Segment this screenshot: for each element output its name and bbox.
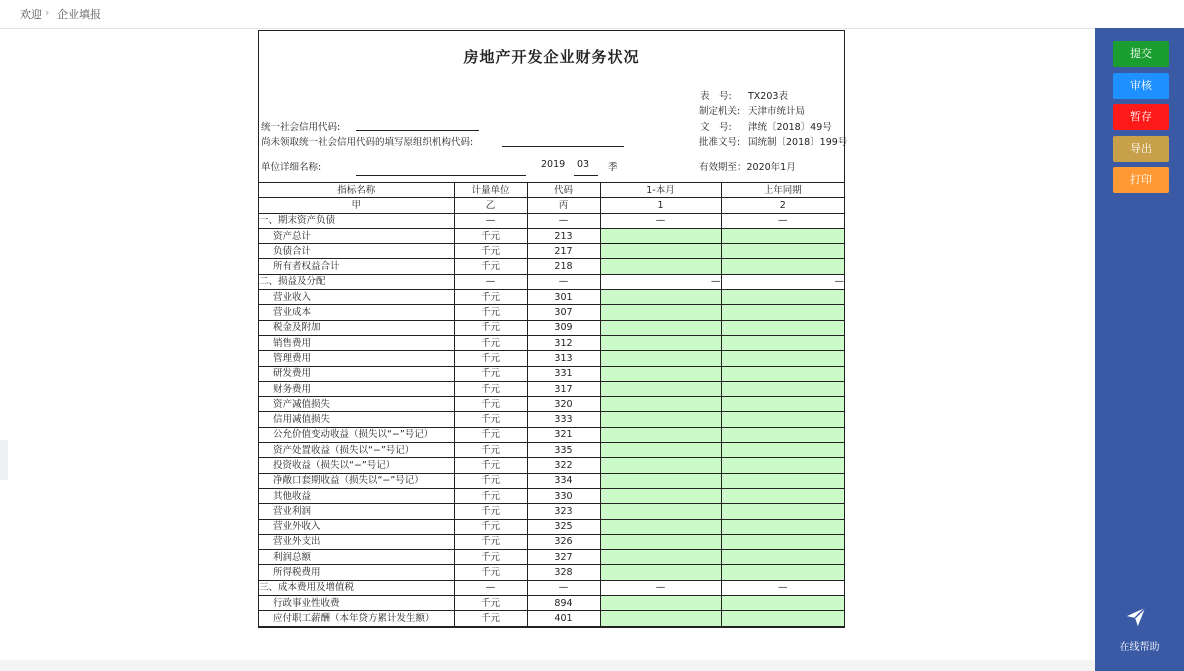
current-period-input[interactable] (600, 596, 721, 611)
current-period-input[interactable] (600, 320, 721, 335)
row-unit: 千元 (454, 443, 527, 458)
row-unit: — (454, 213, 527, 228)
row-current-value: — (600, 213, 721, 228)
row-code: 326 (527, 534, 600, 549)
save-draft-button[interactable]: 暂存 (1113, 104, 1169, 130)
doc-no-value: 津统〔2018〕49号 (748, 122, 832, 133)
row-indicator-name: 信用减值损失 (259, 412, 454, 427)
row-code: 309 (527, 320, 600, 335)
prior-period-input[interactable] (721, 320, 844, 335)
row-indicator-name: 其他收益 (259, 488, 454, 503)
row-indicator-name: 税金及附加 (259, 320, 454, 335)
table-row (259, 580, 844, 595)
breadcrumb-current: 企业填报 (57, 8, 101, 21)
row-code: 317 (527, 381, 600, 396)
left-collapse-tab[interactable] (0, 440, 8, 480)
prior-period-input[interactable] (721, 473, 844, 488)
table-row (259, 443, 844, 458)
row-unit: 千元 (454, 534, 527, 549)
prior-period-input[interactable] (721, 443, 844, 458)
table-row (259, 335, 844, 350)
row-code: 312 (527, 335, 600, 350)
row-unit: 千元 (454, 427, 527, 442)
table-row (259, 565, 844, 580)
table-subheader-row (259, 198, 844, 213)
doc-no-label: 文 号: (700, 122, 732, 133)
bottom-bar (0, 660, 1095, 671)
current-period-input[interactable] (600, 290, 721, 305)
row-unit: 千元 (454, 611, 527, 626)
prior-period-input[interactable] (721, 565, 844, 580)
quarter-field[interactable] (574, 175, 598, 176)
prior-period-input[interactable] (721, 290, 844, 305)
current-period-input[interactable] (600, 228, 721, 243)
row-code: 333 (527, 412, 600, 427)
current-period-input[interactable] (600, 534, 721, 549)
table-row (259, 412, 844, 427)
prior-period-input[interactable] (721, 519, 844, 534)
table-row (259, 213, 844, 228)
row-unit: 千元 (454, 305, 527, 320)
subheader-col-b: 乙 (454, 198, 527, 213)
row-code: 217 (527, 244, 600, 259)
year-value: 2019 (541, 159, 566, 170)
row-code: 313 (527, 351, 600, 366)
header-current-period: 1-本月 (600, 183, 721, 198)
row-indicator-name: 资产总计 (259, 228, 454, 243)
row-indicator-name: 应付职工薪酬（本年贷方累计发生额） (259, 611, 454, 626)
table-row (259, 366, 844, 381)
prior-period-input[interactable] (721, 458, 844, 473)
breadcrumb (0, 0, 1095, 29)
row-indicator-name: 一、期末资产负债 (259, 213, 454, 228)
table-row (259, 228, 844, 243)
authority-label: 制定机关: (699, 106, 741, 117)
row-unit: 千元 (454, 259, 527, 274)
prior-period-input[interactable] (721, 305, 844, 320)
table-row (259, 458, 844, 473)
prior-period-input[interactable] (721, 335, 844, 350)
row-indicator-name: 净敞口套期收益（损失以“−”号记） (259, 473, 454, 488)
table-row (259, 534, 844, 549)
current-period-input[interactable] (600, 381, 721, 396)
current-period-input[interactable] (600, 611, 721, 626)
table-header-row (259, 183, 844, 198)
prior-period-input[interactable] (721, 412, 844, 427)
header-indicator-name: 指标名称 (259, 183, 454, 198)
table-row (259, 596, 844, 611)
breadcrumb-separator: › (45, 6, 50, 19)
org-code-label: 尚未领取统一社会信用代码的填写原组织机构代码: (261, 137, 474, 148)
prior-period-input[interactable] (721, 550, 844, 565)
row-indicator-name: 公允价值变动收益（损失以“−”号记） (259, 427, 454, 442)
row-unit: 千元 (454, 320, 527, 335)
row-code: 323 (527, 504, 600, 519)
subheader-col-c: 丙 (527, 198, 600, 213)
header-prior-period: 上年同期 (721, 183, 844, 198)
row-code: 213 (527, 228, 600, 243)
table-row (259, 397, 844, 412)
current-period-input[interactable] (600, 504, 721, 519)
row-code: 307 (527, 305, 600, 320)
approval-label: 批准文号: (699, 137, 741, 148)
current-period-input[interactable] (600, 458, 721, 473)
row-code: 301 (527, 290, 600, 305)
prior-period-input[interactable] (721, 228, 844, 243)
row-unit: 千元 (454, 565, 527, 580)
row-unit: 千元 (454, 412, 527, 427)
table-row (259, 381, 844, 396)
current-period-input[interactable] (600, 488, 721, 503)
row-indicator-name: 营业外支出 (259, 534, 454, 549)
online-help-link[interactable]: 在线帮助 (1119, 642, 1160, 653)
row-prior-value: — (721, 213, 844, 228)
subheader-col-1: 1 (600, 198, 721, 213)
submit-button[interactable]: 提交 (1113, 41, 1169, 67)
row-code: 322 (527, 458, 600, 473)
current-period-input[interactable] (600, 244, 721, 259)
row-indicator-name: 营业成本 (259, 305, 454, 320)
table-row (259, 488, 844, 503)
row-unit: 千元 (454, 458, 527, 473)
header-unit: 计量单位 (454, 183, 527, 198)
table-row (259, 611, 844, 626)
unit-name-label: 单位详细名称: (261, 162, 322, 173)
row-prior-value: — (721, 274, 844, 289)
row-indicator-name: 营业利润 (259, 504, 454, 519)
prior-period-input[interactable] (721, 611, 844, 626)
row-code: 334 (527, 473, 600, 488)
row-unit: — (454, 274, 527, 289)
current-period-input[interactable] (600, 351, 721, 366)
row-prior-value: — (721, 580, 844, 595)
row-unit: 千元 (454, 244, 527, 259)
quarter-suffix: 季 (608, 162, 618, 173)
current-period-input[interactable] (600, 427, 721, 442)
prior-period-input[interactable] (721, 504, 844, 519)
row-indicator-name: 投资收益（损失以“−”号记） (259, 458, 454, 473)
row-code: 894 (527, 596, 600, 611)
row-unit: 千元 (454, 519, 527, 534)
report-form (258, 30, 848, 628)
row-code: 320 (527, 397, 600, 412)
table-row (259, 244, 844, 259)
table-row (259, 519, 844, 534)
prior-period-input[interactable] (721, 244, 844, 259)
row-indicator-name: 负债合计 (259, 244, 454, 259)
prior-period-input[interactable] (721, 596, 844, 611)
prior-period-input[interactable] (721, 259, 844, 274)
prior-period-input[interactable] (721, 351, 844, 366)
row-code: 330 (527, 488, 600, 503)
row-code: 327 (527, 550, 600, 565)
row-unit: 千元 (454, 290, 527, 305)
row-unit: 千元 (454, 381, 527, 396)
current-period-input[interactable] (600, 259, 721, 274)
prior-period-input[interactable] (721, 397, 844, 412)
row-current-value: — (600, 580, 721, 595)
row-code: 331 (527, 366, 600, 381)
row-indicator-name: 三、成本费用及增值税 (259, 580, 454, 595)
action-sidebar (1095, 28, 1184, 671)
table-no-label: 表 号: (700, 91, 732, 102)
row-indicator-name: 资产处置收益（损失以“−”号记） (259, 443, 454, 458)
row-indicator-name: 二、损益及分配 (259, 274, 454, 289)
current-period-input[interactable] (600, 335, 721, 350)
current-period-input[interactable] (600, 565, 721, 580)
paper-plane-icon[interactable] (1125, 606, 1147, 628)
row-indicator-name: 研发费用 (259, 366, 454, 381)
print-button[interactable]: 打印 (1113, 167, 1169, 193)
current-period-input[interactable] (600, 519, 721, 534)
current-period-input[interactable] (600, 397, 721, 412)
table-row (259, 427, 844, 442)
row-indicator-name: 财务费用 (259, 381, 454, 396)
prior-period-input[interactable] (721, 534, 844, 549)
current-period-input[interactable] (600, 412, 721, 427)
row-current-value: — (600, 274, 721, 289)
credit-code-field[interactable] (356, 130, 479, 131)
current-period-input[interactable] (600, 305, 721, 320)
table-row (259, 290, 844, 305)
current-period-input[interactable] (600, 443, 721, 458)
row-code: — (527, 580, 600, 595)
header-code: 代码 (527, 183, 600, 198)
row-code: — (527, 274, 600, 289)
table-row (259, 320, 844, 335)
table-row (259, 504, 844, 519)
org-code-field[interactable] (502, 146, 624, 147)
row-indicator-name: 行政事业性收费 (259, 596, 454, 611)
subheader-col-a: 甲 (259, 198, 454, 213)
table-row (259, 473, 844, 488)
row-indicator-name: 所有者权益合计 (259, 259, 454, 274)
prior-period-input[interactable] (721, 488, 844, 503)
approval-value: 国统制〔2018〕199号 (748, 137, 848, 148)
table-row (259, 259, 844, 274)
table-row (259, 305, 844, 320)
breadcrumb-home[interactable]: 欢迎 (20, 8, 42, 21)
subheader-col-2: 2 (721, 198, 844, 213)
row-unit: 千元 (454, 397, 527, 412)
table-no-value: TX203表 (748, 91, 788, 102)
quarter-value: 03 (577, 159, 590, 170)
data-table (259, 182, 844, 627)
row-code: 325 (527, 519, 600, 534)
row-indicator-name: 销售费用 (259, 335, 454, 350)
row-unit: 千元 (454, 596, 527, 611)
unit-name-field[interactable] (356, 175, 526, 176)
current-period-input[interactable] (600, 550, 721, 565)
row-unit: — (454, 580, 527, 595)
row-unit: 千元 (454, 335, 527, 350)
row-unit: 千元 (454, 473, 527, 488)
prior-period-input[interactable] (721, 427, 844, 442)
row-indicator-name: 营业收入 (259, 290, 454, 305)
row-code: 401 (527, 611, 600, 626)
row-code: 321 (527, 427, 600, 442)
table-row (259, 274, 844, 289)
review-button[interactable]: 审核 (1113, 73, 1169, 99)
table-row (259, 550, 844, 565)
row-unit: 千元 (454, 366, 527, 381)
current-period-input[interactable] (600, 473, 721, 488)
prior-period-input[interactable] (721, 366, 844, 381)
credit-code-label: 统一社会信用代码: (261, 122, 341, 133)
row-unit: 千元 (454, 550, 527, 565)
prior-period-input[interactable] (721, 381, 844, 396)
row-code: 218 (527, 259, 600, 274)
row-indicator-name: 利润总额 (259, 550, 454, 565)
valid-until: 有效期至：2020年1月 (699, 162, 796, 173)
row-indicator-name: 管理费用 (259, 351, 454, 366)
current-period-input[interactable] (600, 366, 721, 381)
table-row (259, 351, 844, 366)
row-code: 328 (527, 565, 600, 580)
row-unit: 千元 (454, 488, 527, 503)
row-code: 335 (527, 443, 600, 458)
form-title: 房地产开发企业财务状况 (463, 48, 640, 66)
row-unit: 千元 (454, 504, 527, 519)
row-indicator-name: 资产减值损失 (259, 397, 454, 412)
row-indicator-name: 所得税费用 (259, 565, 454, 580)
row-unit: 千元 (454, 351, 527, 366)
export-button[interactable]: 导出 (1113, 136, 1169, 162)
authority-value: 天津市统计局 (748, 106, 806, 117)
row-unit: 千元 (454, 228, 527, 243)
row-indicator-name: 营业外收入 (259, 519, 454, 534)
row-code: — (527, 213, 600, 228)
